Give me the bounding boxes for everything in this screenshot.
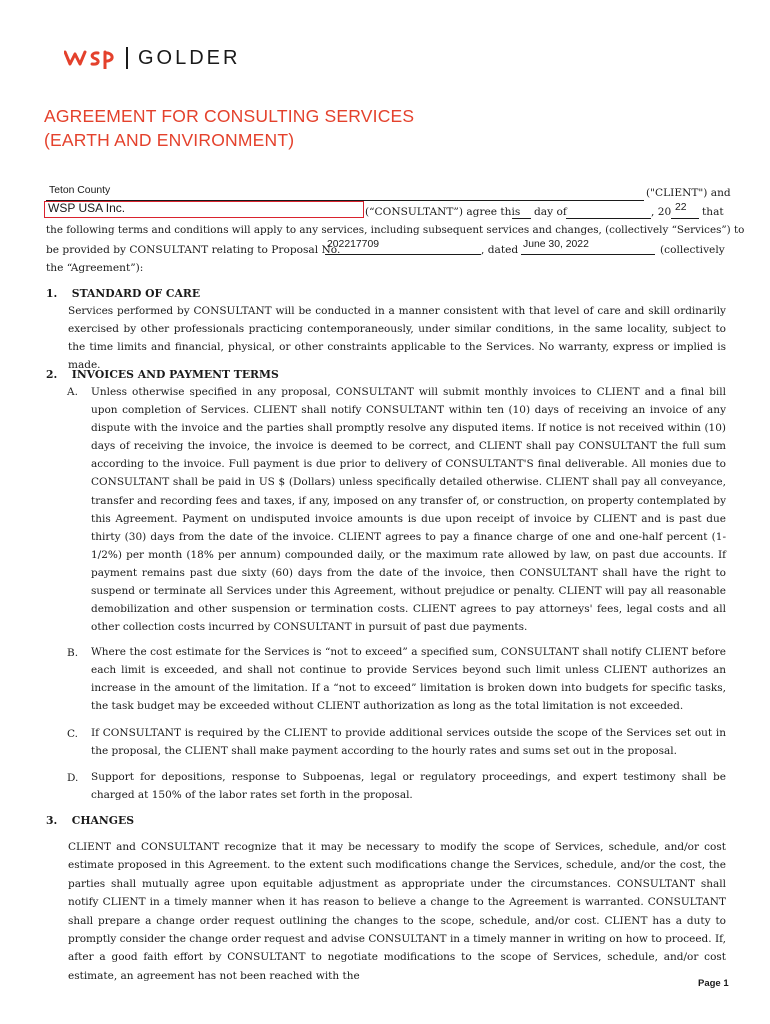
preamble-line-3: the following terms and conditions will apply to any services, including subsequent services and changes, (collectively “Services”) to — [46, 224, 745, 236]
section-2-title: INVOICES AND PAYMENT TERMS — [71, 368, 279, 381]
year-prefix: , 20 — [651, 206, 672, 218]
title-line-2: (EARTH AND ENVIRONMENT) — [44, 130, 295, 150]
item-b-letter: B. — [67, 647, 79, 659]
page-number: Page 1 — [698, 978, 729, 989]
section-3-body: CLIENT and CONSULTANT recognize that it may be necessary to modify the scope of Services, schedule, and/or cost estimate proposed in this Agreement. to the extent such modifications change the Services, schedule, and/or the cost, the parties shall mutually agree upon equitable adjustment as appropriate under the circumstances. CONSULTANT shall notify CLIENT in a timely manner when it has reason to believe a change to the Agreement is warranted. CONSULTANT shall prepare a change order request outlining the changes to the scope, schedule, and/or cost. CLIENT has a duty to promptly consider the change order request and advise CONSULTANT in a timely manner in writing on how to proceed. If, after a good faith effort by CONSULTANT to negotiate modifications to the scope of Services, schedule, and/or cost estimate, an agreement has not been reached with the — [68, 841, 726, 982]
client-name-value[interactable]: Teton County — [49, 185, 111, 196]
section-1-number: 1. — [46, 287, 58, 300]
date-value[interactable]: June 30, 2022 — [523, 239, 589, 250]
document-title — [44, 104, 414, 152]
item-a-letter: A. — [67, 386, 78, 398]
section-3-title: CHANGES — [71, 814, 135, 827]
company-name: GOLDER — [138, 46, 241, 69]
item-c-text: If CONSULTANT is required by the CLIENT to provide additional services outside the scope of the Services set out in the proposal, the CLIENT shall make payment according to the hourly rates and sums set out in the proposal. — [91, 727, 726, 758]
title-line-1: AGREEMENT FOR CONSULTING SERVICES — [44, 106, 415, 126]
proposal-label: be provided by CONSULTANT relating to Proposal No. — [46, 244, 341, 256]
dated-label: , dated — [481, 244, 519, 256]
section-1-title: STANDARD OF CARE — [71, 287, 201, 300]
proposal-number-value[interactable]: 202217709 — [327, 239, 380, 250]
consultant-label: (“CONSULTANT”) agree this — [365, 206, 521, 218]
preamble-line-5: the “Agreement”): — [46, 262, 144, 274]
section-3-heading — [46, 814, 134, 827]
collectively-label: (collectively — [660, 244, 725, 256]
day-of-label: day of — [534, 206, 567, 218]
wsp-golder-logo — [64, 44, 240, 72]
section-2-heading — [46, 368, 279, 381]
item-c-letter: C. — [67, 728, 78, 740]
item-d-text: Support for depositions, response to Subpoenas, legal or regulatory proceedings, and expert testimony shall be charged at 150% of the labor rates set forth in the proposal. — [91, 771, 726, 802]
item-b-text: Where the cost estimate for the Services is “not to exceed” a specified sum, CONSULTANT shall notify CLIENT before each limit is exceeded, and shall not continue to provide Services beyond such limit unless CLIENT authorizes an increase in the amount of the limitation. If a “not to exceed” limitation is broken down into budgets for specific tasks, the task budget may be exceeded without CLIENT authorization as long as the total limitation is not exceeded. — [91, 646, 726, 713]
that-label: that — [702, 206, 724, 218]
section-1-body: Services performed by CONSULTANT will be conducted in a manner consistent with that level of care and skill ordinarily exercised by other professionals practicing contemporaneously, under similar conditions, in the same locality, subject to the time limits and financial, physical, or other constraints applicable to the Services. No warranty, express or implied is made. — [68, 305, 726, 372]
client-label: ("CLIENT") and — [646, 187, 731, 199]
client-name-line[interactable] — [46, 186, 644, 201]
month-field[interactable] — [566, 204, 651, 219]
logo-divider — [126, 47, 128, 69]
consultant-name-value[interactable]: WSP USA Inc. — [48, 201, 126, 215]
day-field[interactable] — [512, 204, 531, 219]
section-1-heading — [46, 287, 200, 300]
item-a-text: Unless otherwise specified in any proposal, CONSULTANT will submit monthly invoices to CLIENT and a final bill upon completion of Services. CLIENT shall notify CONSULTANT within ten (10) days of receiving an invoice of any dispute with the invoice and the parties shall promptly resolve any disputed items. If notice is not received within (10) days of receiving the invoice, the invoice is deemed to be correct, and CLIENT shall pay CONSULTANT the full sum according to the invoice. Full payment is due prior to delivery of CONSULTANT'S final deliverable. All monies due to CONSULTANT shall be paid in US $ (Dollars) unless specifically detailed otherwise. CLIENT shall pay all conveyance, transfer and recording fees and taxes, if any, imposed on any transfer of, or construction, on property contemplated by this Agreement. Payment on undisputed invoice amounts is due upon receipt of invoice by CLIENT and is past due thirty (30) days from the date of the invoice. CLIENT agrees to pay a finance charge of one and one-half percent (1-1/2%) per month (18% per annum) compounded daily, or the maximum rate allowed by law, on past due accounts. If payment remains past due sixty (60) days from the date of the invoice, then CONSULTANT shall have the right to suspend or terminate all Services under this Agreement, without prejudice or penalty. CLIENT will pay all reasonable demobilization and other suspension or termination costs. CLIENT agrees to pay attorneys' fees, legal costs and all other collection costs incurred by CONSULTANT in pursuit of past due payments. — [91, 386, 726, 634]
item-d-letter: D. — [67, 772, 79, 784]
section-3-number: 3. — [46, 814, 58, 827]
wsp-logo-mark — [64, 47, 118, 69]
section-2-number: 2. — [46, 368, 58, 381]
consultant-name-field[interactable] — [44, 201, 364, 218]
year-value[interactable]: 22 — [675, 202, 687, 213]
